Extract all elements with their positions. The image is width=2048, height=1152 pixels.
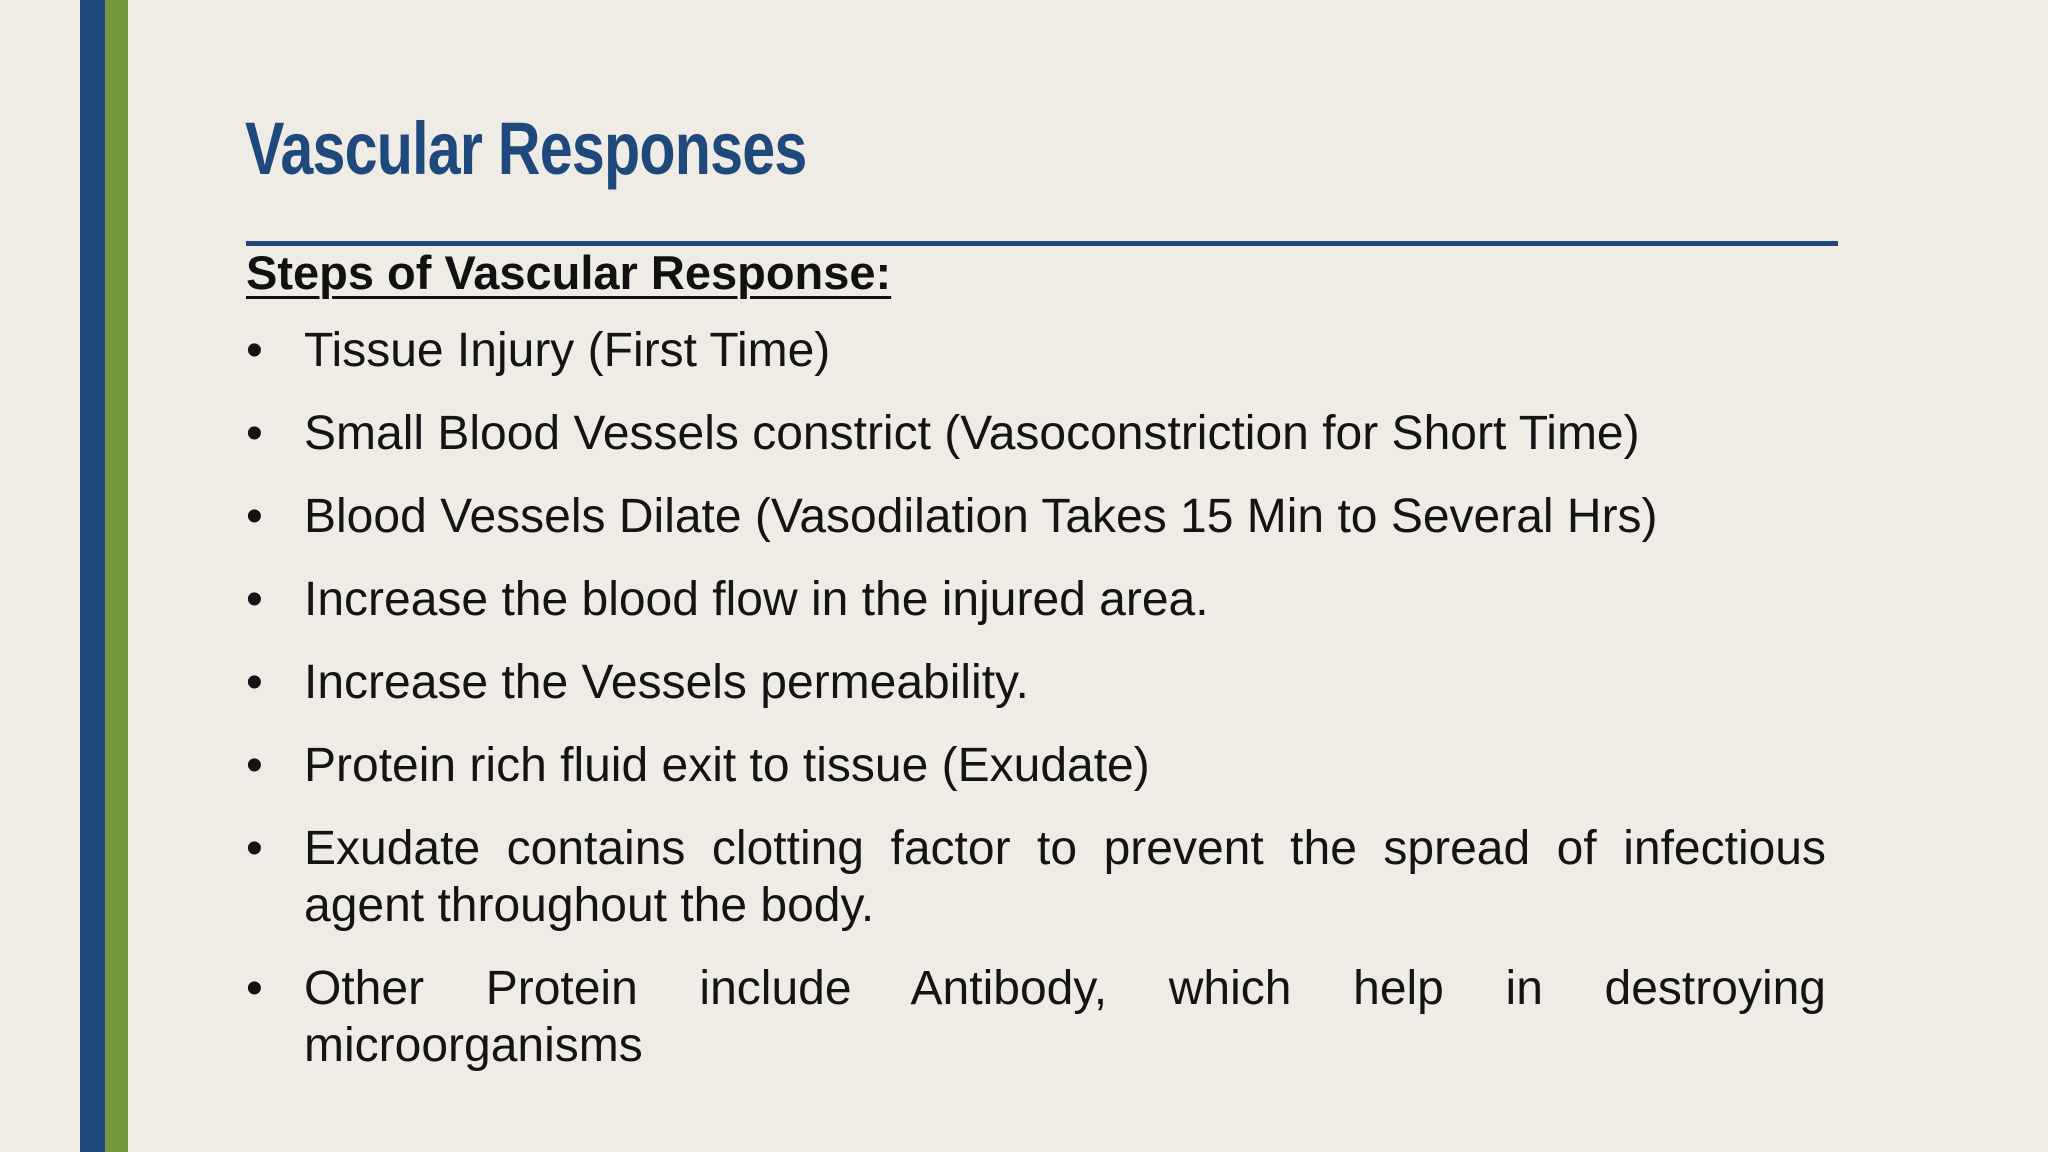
bullet-icon: • [246,407,263,460]
list-item [246,405,1826,462]
left-accent-bar-green [105,0,128,1152]
bullet-icon: • [246,490,263,543]
list-item-text: Increase the blood flow in the injured area. [304,573,1209,626]
list-item-text: Blood Vessels Dilate (Vasodilation Takes 15 Min to Several Hrs) [304,490,1658,543]
list-item [246,654,1826,711]
list-item-text: Protein rich fluid exit to tissue (Exudate) [304,739,1150,792]
list-item-text: Small Blood Vessels constrict (Vasoconstriction for Short Time) [304,407,1640,460]
list-item-text: Other Protein include Antibody, which help in destroying microorganisms [304,962,1826,1072]
list-item [246,820,1826,934]
list-item [246,488,1826,545]
section-subheading: Steps of Vascular Response: [246,246,892,299]
list-item [246,571,1826,628]
bullet-icon: • [246,573,263,626]
list-item-text: Increase the Vessels permeability. [304,656,1029,709]
bullet-icon: • [246,962,263,1015]
slide-title: Vascular Responses [245,107,807,190]
left-accent-bar-blue [80,0,105,1152]
bullet-icon: • [246,822,263,875]
list-item [246,960,1826,1074]
list-item [246,737,1826,794]
bullet-icon: • [246,656,263,709]
list-item-text: Exudate contains clotting factor to prevent the spread of infectious agent throughout the body. [304,822,1826,932]
bullet-list [246,322,1826,1100]
bullet-icon: • [246,324,263,377]
list-item [246,322,1826,379]
list-item-text: Tissue Injury (First Time) [304,324,831,377]
bullet-icon: • [246,739,263,792]
